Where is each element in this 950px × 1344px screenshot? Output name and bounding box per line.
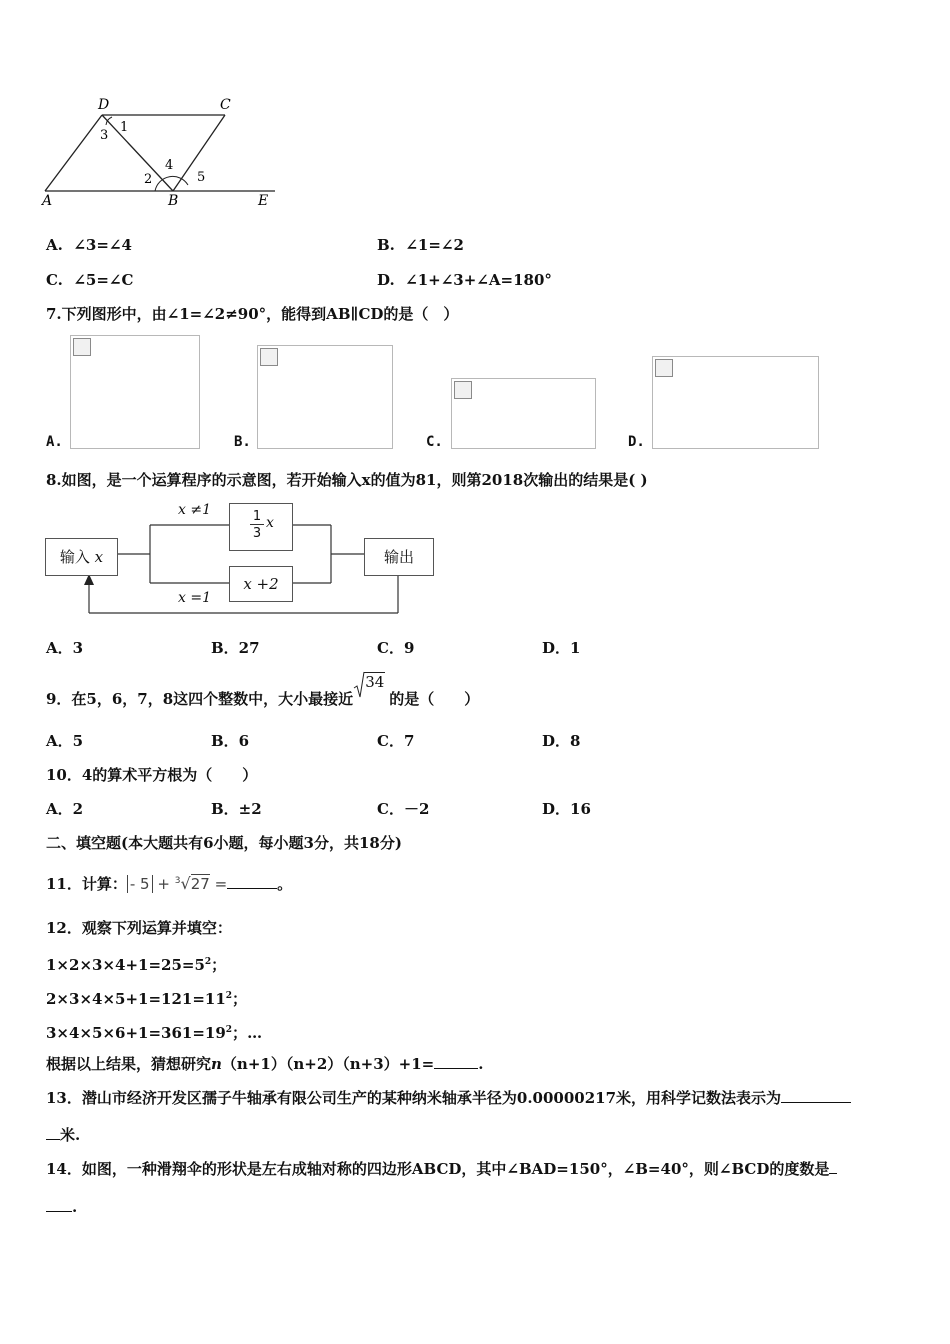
q10-option-b: B．±2 <box>211 800 262 818</box>
q8-cond-bottom: x =1 <box>178 590 211 606</box>
q7-label-c: C. <box>426 434 443 450</box>
q12-blank[interactable] <box>434 1054 478 1069</box>
angle-5-label: 5 <box>197 170 206 185</box>
q6-option-b: B. ∠1=∠2 <box>377 236 464 254</box>
broken-image-icon <box>73 338 91 356</box>
angle-1-label: 1 <box>120 120 129 135</box>
q7-figure-c <box>451 378 596 449</box>
q6-option-c: C. ∠5=∠C <box>46 271 134 289</box>
point-b-label: B <box>168 193 179 209</box>
q12-guess: 根据以上结果，猜想研究n（n+1）（n+2）（n+3）+1= . <box>46 1055 484 1073</box>
q12-line-2: $2\times 3\times 4\times 5+1=121=11^2$； <box>46 990 248 1008</box>
q10-option-c: C．－2 <box>377 800 430 818</box>
broken-image-icon <box>655 359 673 377</box>
q10-option-a: A．2 <box>46 800 84 818</box>
q7-label-a: A. <box>46 434 63 450</box>
sqrt-34: 34 <box>353 684 389 704</box>
angle-2-label: 2 <box>144 172 153 187</box>
q11-expression: - 5 + $^3$√27 = <box>127 875 227 893</box>
q11-blank[interactable] <box>227 874 277 889</box>
point-a-label: A <box>42 193 53 209</box>
q8-add-box: x +2 <box>229 566 293 602</box>
q8-option-a: A．3 <box>46 639 84 657</box>
q9-option-d: D．8 <box>542 732 581 750</box>
q9-question: 9．在5，6，7，8这四个整数中，大小最接近 34 的是（ ） <box>46 673 480 708</box>
q8-output-box: 输出 <box>364 538 434 576</box>
q13-continuation: 米. <box>46 1125 80 1145</box>
q12-line-1: $1\times 2\times 3\times 4+1=25=5^2$； <box>46 956 227 974</box>
q7-figure-b <box>257 345 393 449</box>
q10-question: 10．4的算术平方根为（ ） <box>46 766 258 784</box>
q14-blank[interactable] <box>829 1159 837 1174</box>
point-e-label: E <box>258 193 269 209</box>
section-2-heading: 二、填空题(本大题共有6小题，每小题3分，共18分) <box>46 834 402 852</box>
q12-title: 12．观察下列运算并填空： <box>46 919 232 937</box>
q7-label-d: D. <box>628 434 645 450</box>
q8-input-box: 输入 x <box>45 538 118 576</box>
q11-question: 11．计算： - 5 + $^3$√27 = 。 <box>46 874 293 893</box>
angle-3-label: 3 <box>100 128 109 143</box>
q14-continuation: . <box>46 1197 77 1217</box>
q8-option-b: B．27 <box>211 639 260 657</box>
point-d-label: D <box>98 97 110 113</box>
q8-divide-box: 1 3 x <box>229 503 293 551</box>
angle-4-label: 4 <box>165 158 174 173</box>
q9-option-b: B．6 <box>211 732 250 750</box>
q6-option-d: D. ∠1+∠3+∠A=180° <box>377 271 552 289</box>
q13-question: 13．潜山市经济开发区孺子牛轴承有限公司生产的某种纳米轴承半径为0.00000217米，用科学记数法表示为 <box>46 1088 851 1108</box>
q13-blank[interactable] <box>781 1088 851 1103</box>
q14-question: 14．如图，一种滑翔伞的形状是左右成轴对称的四边形ABCD，其中∠BAD=150°，∠B=40°，则∠BCD的度数是 <box>46 1159 837 1179</box>
q8-option-d: D．1 <box>542 639 581 657</box>
q8-question: 8.如图，是一个运算程序的示意图，若开始输入x的值为81，则第2018次输出的结果是( ) <box>46 471 648 489</box>
broken-image-icon <box>260 348 278 366</box>
q10-option-d: D．16 <box>542 800 591 818</box>
broken-image-icon <box>454 381 472 399</box>
q8-cond-top: x ≠1 <box>178 502 211 518</box>
q7-label-b: B. <box>234 434 251 450</box>
q7-figure-a <box>70 335 200 449</box>
q9-option-a: A．5 <box>46 732 84 750</box>
q6-option-a: A. ∠3=∠4 <box>46 236 132 254</box>
q8-option-c: C．9 <box>377 639 415 657</box>
point-c-label: C <box>220 97 231 113</box>
q7-figure-d <box>652 356 819 449</box>
q7-question: 7.下列图形中，由∠1=∠2≠90°，能得到AB∥CD的是（ ） <box>46 305 459 323</box>
q12-line-3: $3\times 4\times 5\times 6+1=361=19^2$；… <box>46 1024 263 1042</box>
q6-geometry-figure <box>40 95 280 210</box>
q9-option-c: C．7 <box>377 732 415 750</box>
